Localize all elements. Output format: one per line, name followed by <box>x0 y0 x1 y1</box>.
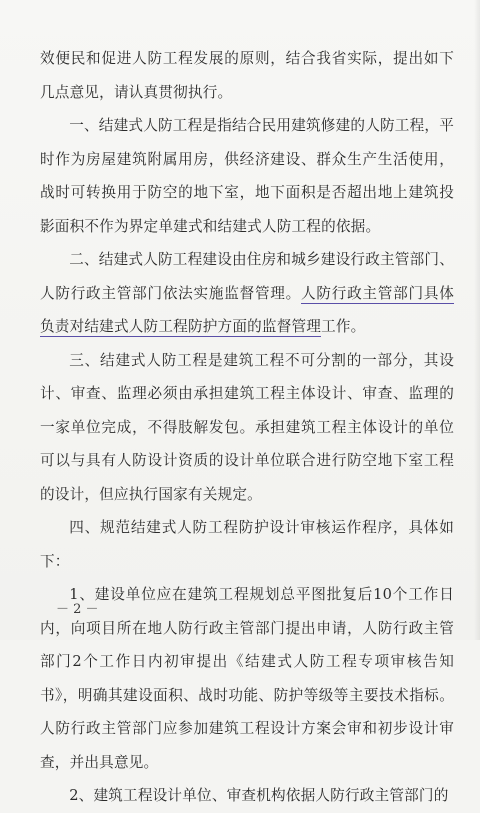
paragraph-item-4-text: 四、规范结建式人防工程防护设计审核运作程序，具体如下： <box>40 519 454 570</box>
paragraph-item-4 <box>40 511 454 578</box>
document-body <box>40 42 454 813</box>
page-number: － 2 － <box>56 602 99 617</box>
paragraph-item-3 <box>40 344 454 512</box>
page-edge-shadow <box>474 0 480 640</box>
paragraph-item-1 <box>40 109 454 243</box>
paragraph-intro <box>40 42 454 109</box>
paragraph-item-3-text: 三、结建式人防工程是建筑工程不可分割的一部分，其设计、审查、监理必须由承担建筑工程主体设计、审查、监理的一家单位完成，不得肢解发包。承担建筑工程主体设计的单位可以与具有人防设计资质的设计单位联合进行防空地下室工程的设计，但应执行国家有关规定。 <box>40 351 454 503</box>
paragraph-step-2 <box>40 779 454 813</box>
paragraph-step-2-text: 2、建筑工程设计单位、审查机构依据人防行政主管部门的 <box>69 787 449 804</box>
handwritten-underline-mark: 人防行政主管部门具体负责对结建式人防工程防护方面的监督管理 <box>40 284 454 335</box>
paragraph-intro-text: 效便民和促进人防工程发展的原则，结合我省实际，提出如下几点意见，请认真贯彻执行。 <box>40 50 454 101</box>
paragraph-item-2 <box>40 243 454 344</box>
paragraph-step-1 <box>40 578 454 779</box>
paragraph-step-1-text: 1、建设单位应在建筑工程规划总平图批复后10个工作日内，向项目所在地人防行政主管部门提出申请，人防行政主管部门2个工作日内初审提出《结建式人防工程专项审核告知书》，明确其建设面积、战时功能、防护等级等主要技术指标。人防行政主管部门应参加建筑工程设计方案会审和初步设计审查，并出具意见。 <box>40 586 454 771</box>
paragraph-item-1-text: 一、结建式人防工程是指结合民用建筑修建的人防工程，平时作为房屋建筑附属用房，供经济建设、群众生产生活使用，战时可转换用于防空的地下室，地下面积是否超出地上建筑投影面积不作为界定单建式和结建式人防工程的依据。 <box>40 117 454 235</box>
paragraph-item-2-text-after: 工作。 <box>321 318 366 335</box>
paragraph-item-2-text-before: 二、结建式人防工程建设由住房和城乡建设行政主管部门、人防行政主管部门依法实施监督管理。 <box>40 251 454 302</box>
